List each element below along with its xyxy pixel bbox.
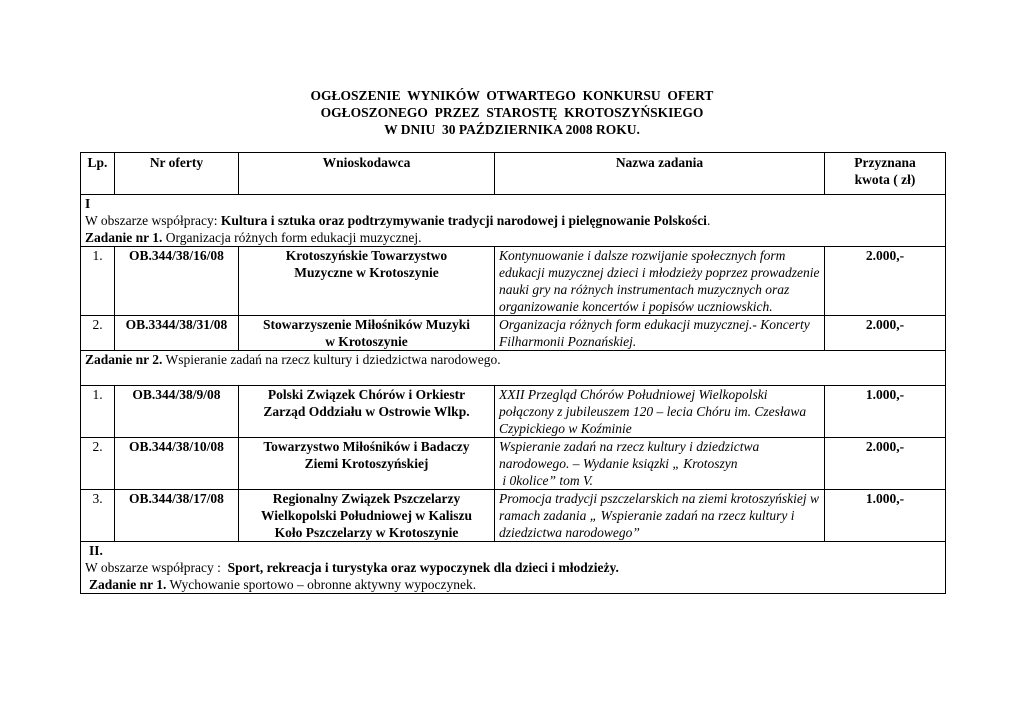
row-applicant-line-2: Ziemi Krotoszyńskiej bbox=[304, 456, 429, 471]
row-offer-number: OB.344/38/16/08 bbox=[115, 247, 239, 316]
section-1-info bbox=[81, 195, 946, 247]
blank-line bbox=[85, 368, 941, 385]
section-1-numeral: I bbox=[85, 196, 91, 211]
row-lp: 3. bbox=[81, 490, 115, 542]
table-row bbox=[81, 386, 946, 438]
row-applicant bbox=[239, 438, 495, 490]
row-applicant-line-2: w Krotoszynie bbox=[325, 334, 408, 349]
header-row bbox=[81, 153, 946, 195]
header-lp: Lp. bbox=[81, 153, 115, 195]
row-offer-number: OB.344/38/17/08 bbox=[115, 490, 239, 542]
results-table bbox=[80, 152, 946, 594]
row-applicant-line-1: Stowarzyszenie Miłośników Muzyki bbox=[263, 317, 470, 332]
row-task-line-2: narodowego. – Wydanie ksiązki „ Krotoszyn bbox=[499, 456, 738, 471]
row-applicant-line-3: Koło Pszczelarzy w Krotoszynie bbox=[274, 525, 459, 540]
row-task: Kontynuowanie i dalsze rozwijanie społecznych form edukacji muzycznej dzieci i młodzieży poprzez prowadzenie nauki gry na różnych instrumentach muzycznych oraz organizowanie koncertów i popisów uczniowskich. bbox=[495, 247, 825, 316]
title-line-3: W DNIU 30 PAŹDZIERNIKA 2008 ROKU. bbox=[384, 122, 640, 137]
header-amount bbox=[825, 153, 946, 195]
row-applicant-line-1: Regionalny Związek Pszczelarzy bbox=[272, 491, 461, 506]
section-2-info bbox=[81, 542, 946, 594]
row-applicant-line-2: Wielkopolski Południowej w Kaliszu bbox=[261, 508, 472, 523]
row-amount: 2.000,- bbox=[825, 438, 946, 490]
row-lp: 2. bbox=[81, 438, 115, 490]
section-2-header bbox=[81, 542, 946, 594]
section-1-task-2-label: Zadanie nr 2. bbox=[85, 352, 163, 367]
row-applicant-line-1: Towarzystwo Miłośników i Badaczy bbox=[263, 439, 470, 454]
section-2-area-prefix: W obszarze współpracy : bbox=[85, 560, 228, 575]
section-2-task-1-label: Zadanie nr 1. bbox=[89, 577, 167, 592]
section-2-task-1-text: Wychowanie sportowo – obronne aktywny wypoczynek. bbox=[166, 577, 477, 592]
row-lp: 2. bbox=[81, 316, 115, 351]
row-task: Organizacja różnych form edukacji muzycznej.- Koncerty Filharmonii Poznańskiej. bbox=[495, 316, 825, 351]
task-2-header-row bbox=[81, 351, 946, 386]
row-lp: 1. bbox=[81, 247, 115, 316]
table-row bbox=[81, 316, 946, 351]
row-lp: 1. bbox=[81, 386, 115, 438]
section-2-area-name: Sport, rekreacja i turystyka oraz wypoczynek dla dzieci i młodzieży. bbox=[227, 560, 619, 575]
row-amount: 2.000,- bbox=[825, 247, 946, 316]
header-task-name: Nazwa zadania bbox=[495, 153, 825, 195]
section-1-area-suffix: . bbox=[706, 213, 711, 228]
row-offer-number: OB.3344/38/31/08 bbox=[115, 316, 239, 351]
section-1-task-1-text: Organizacja różnych form edukacji muzycznej. bbox=[162, 230, 422, 245]
row-applicant bbox=[239, 316, 495, 351]
row-applicant bbox=[239, 386, 495, 438]
row-amount: 1.000,- bbox=[825, 490, 946, 542]
table-row bbox=[81, 247, 946, 316]
row-amount: 2.000,- bbox=[825, 316, 946, 351]
row-applicant bbox=[239, 490, 495, 542]
header-applicant: Wnioskodawca bbox=[239, 153, 495, 195]
row-task: XXII Przegląd Chórów Południowej Wielkopolski połączony z jubileuszem 120 – lecia Chóru im. Czesława Czypickiego w Koźminie bbox=[495, 386, 825, 438]
row-task-line-1: Wspieranie zadań na rzecz kultury i dziedzictwa bbox=[499, 439, 760, 454]
document-title bbox=[0, 87, 1024, 138]
section-1-area-name: Kultura i sztuka oraz podtrzymywanie tradycji narodowej i pielęgnowanie Polskości bbox=[220, 213, 707, 228]
row-amount: 1.000,- bbox=[825, 386, 946, 438]
table-row bbox=[81, 438, 946, 490]
row-applicant-line-2: Zarząd Oddziału w Ostrowie Wlkp. bbox=[263, 404, 470, 419]
section-1-task-2-text: Wspieranie zadań na rzecz kultury i dziedzictwa narodowego. bbox=[162, 352, 501, 367]
table-row bbox=[81, 490, 946, 542]
row-applicant-line-1: Polski Związek Chórów i Orkiestr bbox=[267, 387, 466, 402]
header-amount-line-1: Przyznana bbox=[854, 155, 916, 170]
section-1-header bbox=[81, 195, 946, 247]
row-offer-number: OB.344/38/10/08 bbox=[115, 438, 239, 490]
title-line-2: OGŁOSZONEGO PRZEZ STAROSTĘ KROTOSZYŃSKIEGO bbox=[320, 105, 704, 120]
task-2-header bbox=[81, 351, 946, 386]
section-2-numeral: II. bbox=[89, 543, 103, 558]
row-task: Promocja tradycji pszczelarskich na ziemi krotoszyńskiej w ramach zadania „ Wspieranie zadań na rzecz kultury i dziedzictwa narodowego” bbox=[495, 490, 825, 542]
header-offer-number: Nr oferty bbox=[115, 153, 239, 195]
row-applicant bbox=[239, 247, 495, 316]
title-line-1: OGŁOSZENIE WYNIKÓW OTWARTEGO KONKURSU OFERT bbox=[310, 88, 714, 103]
row-task bbox=[495, 438, 825, 490]
row-offer-number: OB.344/38/9/08 bbox=[115, 386, 239, 438]
row-applicant-line-1: Krotoszyńskie Towarzystwo bbox=[285, 248, 448, 263]
section-1-area-prefix: W obszarze współpracy: bbox=[85, 213, 221, 228]
section-1-task-1-label: Zadanie nr 1. bbox=[85, 230, 163, 245]
row-applicant-line-2: Muzyczne w Krotoszynie bbox=[294, 265, 439, 280]
row-task-line-3: i 0kolice” tom V. bbox=[499, 473, 593, 488]
header-amount-line-2: kwota ( zł) bbox=[854, 172, 916, 187]
